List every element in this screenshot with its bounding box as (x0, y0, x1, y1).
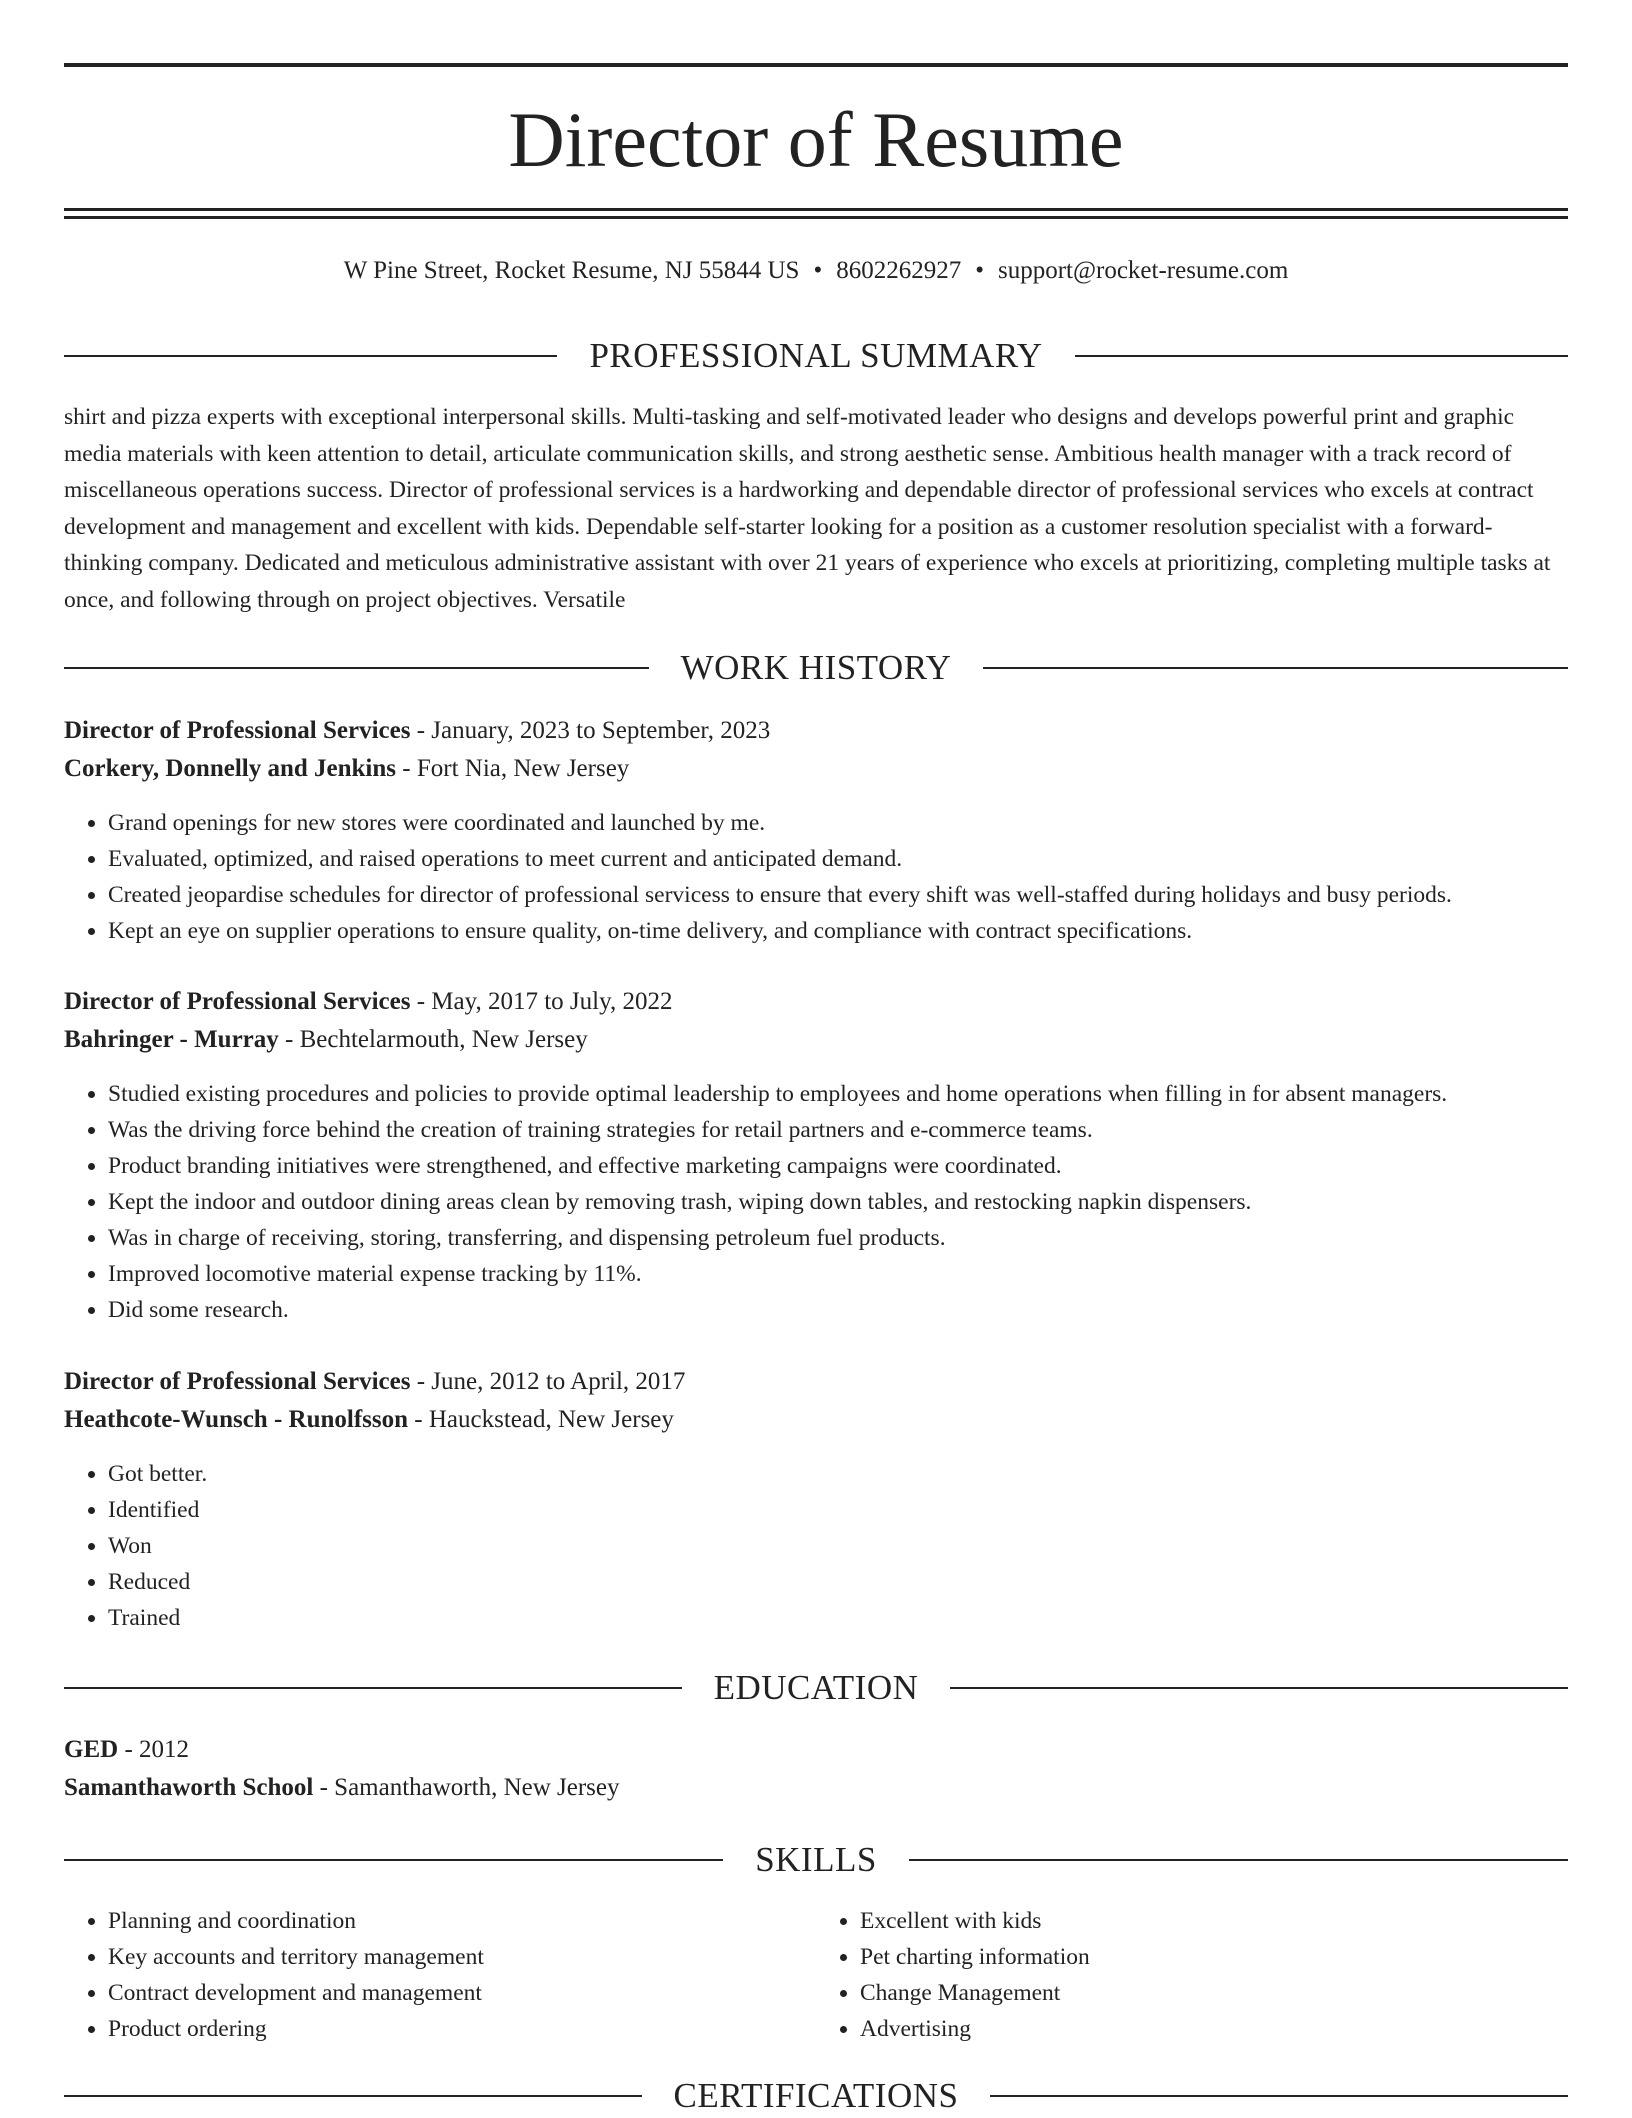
job-entry (64, 983, 1568, 1059)
section-header-skills (64, 1838, 1568, 1882)
contact-address: W Pine Street, Rocket Resume, NJ 55844 US (343, 257, 800, 284)
list-item: • Kept the indoor and outdoor dining areas clean by removing trash, wiping down tables, and restocking napkin dispensers. (108, 1184, 1568, 1220)
section-header-education (64, 1666, 1568, 1710)
section-rule-right (950, 1687, 1568, 1689)
education-location: - Samanthaworth, New Jersey (313, 1774, 620, 1801)
skill-item: • Planning and coordination (108, 1903, 816, 1939)
job-location: - Hauckstead, New Jersey (408, 1406, 674, 1433)
contact-phone: 8602262927 (836, 257, 962, 284)
list-item: • Won (108, 1528, 1568, 1564)
job-company: Bahringer - Murray (64, 1026, 279, 1053)
education-degree-line (64, 1731, 1568, 1769)
list-item: • Did some research. (108, 1292, 1568, 1328)
list-item: • Created jeopardise schedules for director of professional servicess to ensure that every shift was well-staffed during holidays and busy periods. (108, 877, 1568, 913)
header-rule-lower (64, 216, 1568, 219)
job-company-line (64, 750, 1568, 788)
section-header-work (64, 646, 1568, 690)
job-title-line (64, 712, 1568, 750)
education-year: - 2012 (118, 1736, 190, 1763)
job-role: Director of Professional Services (64, 717, 411, 744)
section-rule-right (990, 2095, 1568, 2097)
skill-item: • Product ordering (108, 2011, 816, 2047)
job-bullets (64, 1076, 1568, 1328)
skill-item: • Change Management (860, 1975, 1568, 2011)
contact-line (64, 254, 1568, 288)
section-rule-left (64, 1859, 723, 1861)
section-title-work: WORK HISTORY (680, 648, 952, 687)
section-rule-left (64, 355, 557, 357)
section-title-skills: SKILLS (755, 1840, 877, 1879)
list-item: • Product branding initiatives were strengthened, and effective marketing campaigns were coordinated. (108, 1148, 1568, 1184)
skill-item: • Pet charting information (860, 1939, 1568, 1975)
section-title-summary: PROFESSIONAL SUMMARY (589, 336, 1043, 375)
job-dates: - May, 2017 to July, 2022 (410, 988, 673, 1015)
header-rule-upper (64, 208, 1568, 211)
skills-column-left (64, 1903, 816, 2047)
job-role: Director of Professional Services (64, 988, 411, 1015)
list-item: • Grand openings for new stores were coordinated and launched by me. (108, 805, 1568, 841)
section-title-certifications: CERTIFICATIONS (673, 2076, 959, 2115)
job-bullets (64, 1456, 1568, 1636)
section-header-certifications (64, 2074, 1568, 2118)
resume-page (64, 0, 1568, 2115)
section-rule-right (1075, 355, 1568, 357)
section-rule-right (909, 1859, 1568, 1861)
summary-text: shirt and pizza experts with exceptional interpersonal skills. Multi-tasking and self-motivated leader who designs and develops powerful print and graphic media materials with keen attention to detail, articulate communication skills, and strong aesthetic sense. Ambitious health manager with a track record of miscellaneous operations success. Director of professional services is a hardworking and dependable director of professional services who excels at contract development and management and excellent with kids. Dependable self-starter looking for a position as a customer resolution specialist with a forward-thinking company. Dedicated and meticulous administrative assistant with over 21 years of experience who excels at prioritizing, completing multiple tasks at once, and following through on project objectives. Versatile (64, 404, 1551, 613)
education-entry (64, 1731, 1568, 1807)
skill-item: • Excellent with kids (860, 1903, 1568, 1939)
top-rule (64, 63, 1568, 67)
section-rule-left (64, 1687, 682, 1689)
job-company-line (64, 1401, 1568, 1439)
contact-separator: • (813, 257, 823, 284)
list-item: • Improved locomotive material expense tracking by 11%. (108, 1256, 1568, 1292)
contact-separator: • (975, 257, 984, 284)
job-role: Director of Professional Services (64, 1368, 411, 1395)
list-item: • Got better. (108, 1456, 1568, 1492)
job-title-line (64, 983, 1568, 1021)
list-item: • Kept an eye on supplier operations to ensure quality, on-time delivery, and compliance with contract specifications. (108, 913, 1568, 949)
skill-item: • Contract development and management (108, 1975, 816, 2011)
skill-item: • Key accounts and territory management (108, 1939, 816, 1975)
job-title-line (64, 1363, 1568, 1401)
skills-column-right (816, 1903, 1568, 2047)
section-title-education: EDUCATION (713, 1668, 919, 1707)
list-item: • Was the driving force behind the creation of training strategies for retail partners and e-commerce teams. (108, 1112, 1568, 1148)
education-degree: GED (64, 1736, 119, 1763)
job-dates: - January, 2023 to September, 2023 (410, 717, 771, 744)
list-item: • Evaluated, optimized, and raised operations to meet current and anticipated demand. (108, 841, 1568, 877)
job-dates: - June, 2012 to April, 2017 (410, 1368, 686, 1395)
skill-item: • Advertising (860, 2011, 1568, 2047)
contact-email: support@rocket-resume.com (997, 257, 1289, 284)
candidate-name: Director of Resume (508, 96, 1124, 183)
job-company-line (64, 1021, 1568, 1059)
job-bullets (64, 805, 1568, 949)
section-rule-right (983, 667, 1568, 669)
job-location: - Fort Nia, New Jersey (396, 755, 630, 782)
list-item: • Trained (108, 1600, 1568, 1636)
list-item: • Identified (108, 1492, 1568, 1528)
section-rule-left (64, 667, 649, 669)
job-entry (64, 1363, 1568, 1439)
skills-list (64, 1903, 1568, 2047)
job-entry (64, 712, 1568, 788)
list-item: • Reduced (108, 1564, 1568, 1600)
job-company: Heathcote-Wunsch - Runolfsson (64, 1406, 409, 1433)
job-location: - Bechtelarmouth, New Jersey (278, 1026, 588, 1053)
list-item: • Was in charge of receiving, storing, transferring, and dispensing petroleum fuel products. (108, 1220, 1568, 1256)
section-rule-left (64, 2095, 642, 2097)
job-company: Corkery, Donnelly and Jenkins (64, 755, 397, 782)
education-school: Samanthaworth School (64, 1774, 314, 1801)
list-item: • Studied existing procedures and policies to provide optimal leadership to employees and home operations when filling in for absent managers. (108, 1076, 1568, 1112)
education-school-line (64, 1769, 1568, 1807)
section-header-summary (64, 334, 1568, 378)
